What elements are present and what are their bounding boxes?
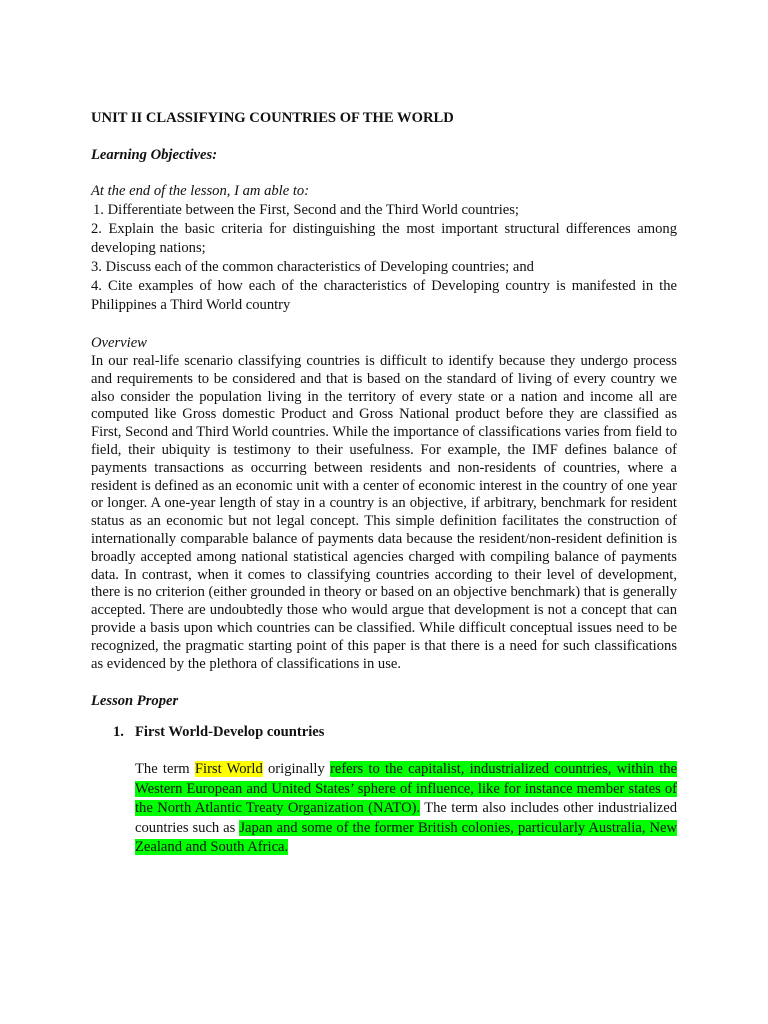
list-item: [91, 722, 677, 742]
first-world-paragraph: [135, 760, 677, 857]
list-number: 1.: [113, 724, 124, 741]
document-page: [91, 108, 677, 857]
text-segment: The term also includes other industrialized countries such as: [135, 800, 678, 836]
learning-objectives-heading: Learning Objectives:: [91, 147, 218, 163]
unit-title: UNIT II CLASSIFYING COUNTRIES OF THE WORLD: [91, 110, 454, 126]
objective-item: 3. Discuss each of the common characteristics of Developing countries; and: [91, 259, 534, 275]
objectives-intro: At the end of the lesson, I am able to:: [91, 183, 310, 199]
text-segment: The term: [135, 761, 195, 778]
objective-item: 4. Cite examples of how each of the characteristics of Developing country is manifested in the Philippines a Third World country: [91, 278, 677, 313]
list-item-label: First World-Develop countries: [135, 724, 325, 741]
overview-text: In our real-life scenario classifying countries is difficult to identify because they undergo process and requirements to be considered and that is based on the standard of living of every country we also consider the population living in the territory of every state or a nation and income all are computed like Gross domestic Product and Gross National product before they are classified as First, Second and Third World countries. While the importance of classifications varies from field to field, their ubiquity is testimony to their usefulness. For example, the IMF defines balance of payments transactions as occurring between residents and non-residents of countries, where a resident is defined as an economic unit with a center of economic interest in the country of one year or longer. A one-year length of stay in a country is an objective, if arbitrary, benchmark for resident status as an economic but not legal concept. This simple definition facilitates the construction of internationally comparable balance of payments data because the resident/non-resident definition is broadly accepted among national statistical agencies charged with compiling balance of payments data. In contrast, when it comes to classifying countries according to their level of development, there is no criterion (either grounded in theory or based on an objective benchmark) that is generally accepted. There are undoubtedly those who would argue that development is not a concept that can provide a basis upon which countries can be classified. While difficult conceptual issues need to be recognized, the pragmatic starting point of this paper is that there is a need for such classifications as evidenced by the plethora of classifications in use.: [91, 353, 677, 672]
objective-item: 2. Explain the basic criteria for distinguishing the most important structural differences among developing nations;: [91, 221, 677, 256]
overview-heading: Overview: [91, 335, 147, 351]
green-highlight: Japan and some of the former British colonies, particularly Australia, New Zealand and South Africa.: [135, 819, 677, 855]
lesson-proper-heading: Lesson Proper: [91, 693, 179, 710]
text-segment: originally: [262, 761, 330, 778]
yellow-highlight: First World: [194, 761, 263, 778]
objective-item: 1. Differentiate between the First, Second and the Third World countries;: [93, 202, 519, 218]
green-highlight: refers to the capitalist, industrialized countries, within the Western European and United States’ sphere of influence, like for instance member states of the North Atlantic Treaty Organization (NATO).: [135, 761, 678, 817]
objectives-list: [91, 201, 677, 315]
